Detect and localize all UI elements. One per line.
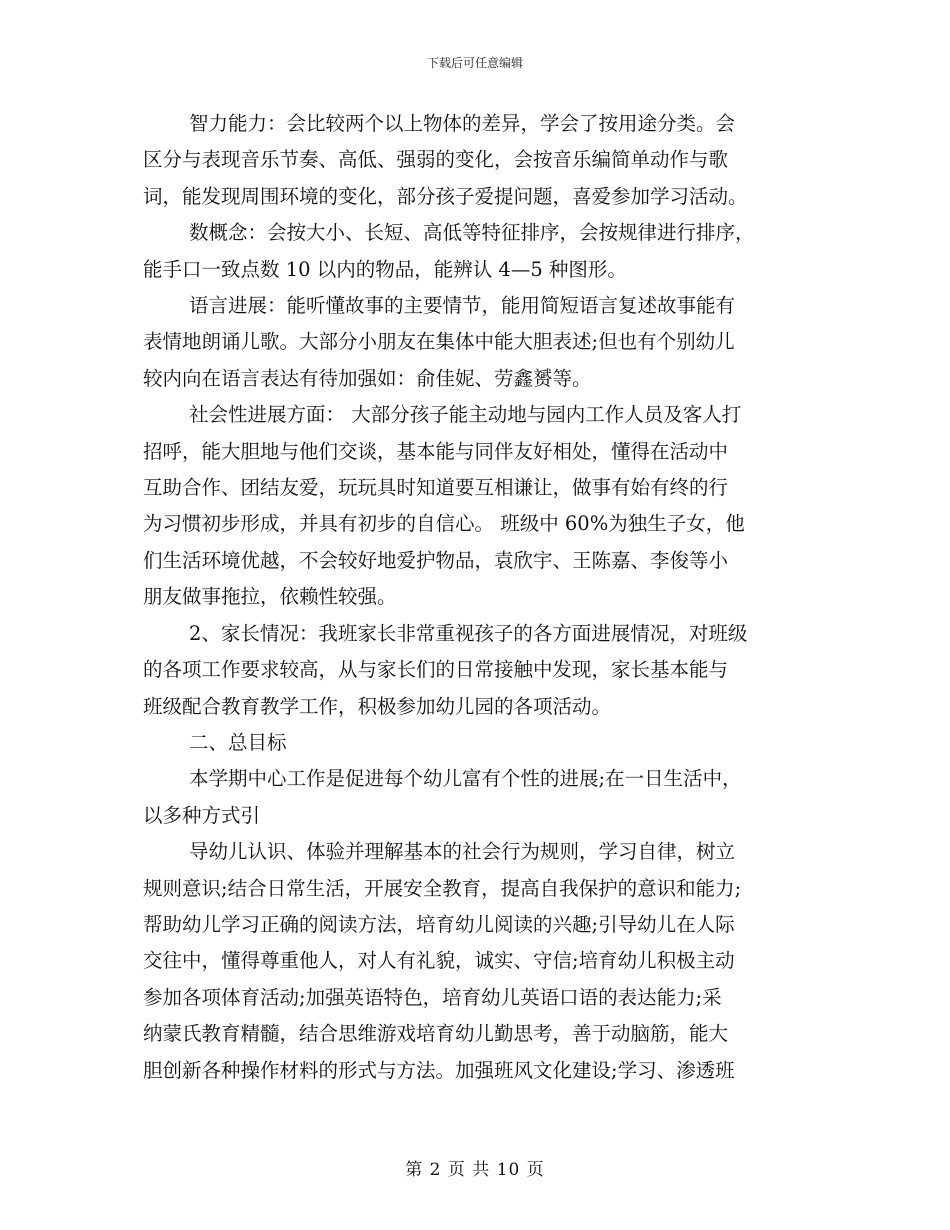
- text-line: 导幼儿认识、体验并理解基本的社会行为规则，学习自律，树立: [189, 840, 736, 864]
- text-line: 能手口一致点数 10 以内的物品，能辨认 4—5 种图形。: [143, 257, 627, 281]
- page-footer: 第 2 页 共 10 页: [405, 1160, 545, 1180]
- text-line: 2、家长情况：我班家长非常重视孩子的各方面进展情况，对班级: [189, 621, 748, 645]
- section-heading: 二、总目标: [189, 730, 287, 754]
- text-line: 纳蒙氏教育精髓，结合思维游戏培育幼儿勤思考，善于动脑筋，能大: [143, 1022, 729, 1046]
- text-line: 区分与表现音乐节奏、高低、强弱的变化，会按音乐编简单动作与歌: [143, 148, 729, 172]
- text-line: 智力能力：会比较两个以上物体的差异，学会了按用途分类。会: [189, 112, 736, 135]
- text-line: 招呼，能大胆地与他们交谈，基本能与同伴友好相处，懂得在活动中: [143, 439, 729, 463]
- text-line: 数概念：会按大小、长短、高低等特征排序，会按规律进行排序，: [189, 221, 755, 245]
- text-line: 互助合作、团结友爱，玩玩具时知道要互相谦让，做事有始有终的行: [143, 476, 729, 500]
- text-line: 参加各项体育活动;加强英语特色，培育幼儿英语口语的表达能力;采: [143, 985, 722, 1009]
- text-line: 语言进展：能听懂故事的主要情节，能用简短语言复述故事能有: [189, 294, 736, 318]
- text-line: 以多种方式引: [143, 803, 261, 827]
- text-line: 较内向在语言表达有待加强如：俞佳妮、劳鑫赟等。: [143, 366, 592, 390]
- page-header: 下载后可任意编辑: [426, 56, 523, 70]
- text-line: 们生活环境优越，不会较好地爱护物品，袁欣宇、王陈嘉、李俊等小: [143, 548, 729, 572]
- text-line: 帮助幼儿学习正确的阅读方法，培育幼儿阅读的兴趣;引导幼儿在人际: [143, 912, 735, 936]
- text-line: 班级配合教育教学工作，积极参加幼儿园的各项活动。: [143, 694, 612, 718]
- text-line: 表情地朗诵儿歌。大部分小朋友在集体中能大胆表述;但也有个别幼儿: [143, 330, 735, 354]
- text-line: 社会性进展方面： 大部分孩子能主动地与园内工作人员及客人打: [189, 403, 742, 427]
- text-line: 交往中，懂得尊重他人，对人有礼貌，诚实、守信;培育幼儿积极主动: [143, 949, 735, 973]
- text-line: 的各项工作要求较高，从与家长们的日常接触中发现，家长基本能与: [143, 658, 729, 682]
- text-line: 朋友做事拖拉，依赖性较强。: [143, 585, 397, 609]
- text-line: 规则意识;结合日常生活，开展安全教育，提高自我保护的意识和能力;: [143, 876, 742, 900]
- text-line: 本学期中心工作是促进每个幼儿富有个性的进展;在一日生活中，: [189, 767, 742, 791]
- text-line: 为习惯初步形成，并具有初步的自信心。 班级中 60%为独生子女，他: [143, 512, 745, 536]
- text-line: 词，能发现周围环境的变化，部分孩子爱提问题，喜爱参加学习活动。: [143, 184, 748, 208]
- body-text: [143, 106, 808, 1089]
- text-line: 胆创新各种操作材料的形式与方法。加强班风文化建设;学习、渗透班: [143, 1058, 735, 1082]
